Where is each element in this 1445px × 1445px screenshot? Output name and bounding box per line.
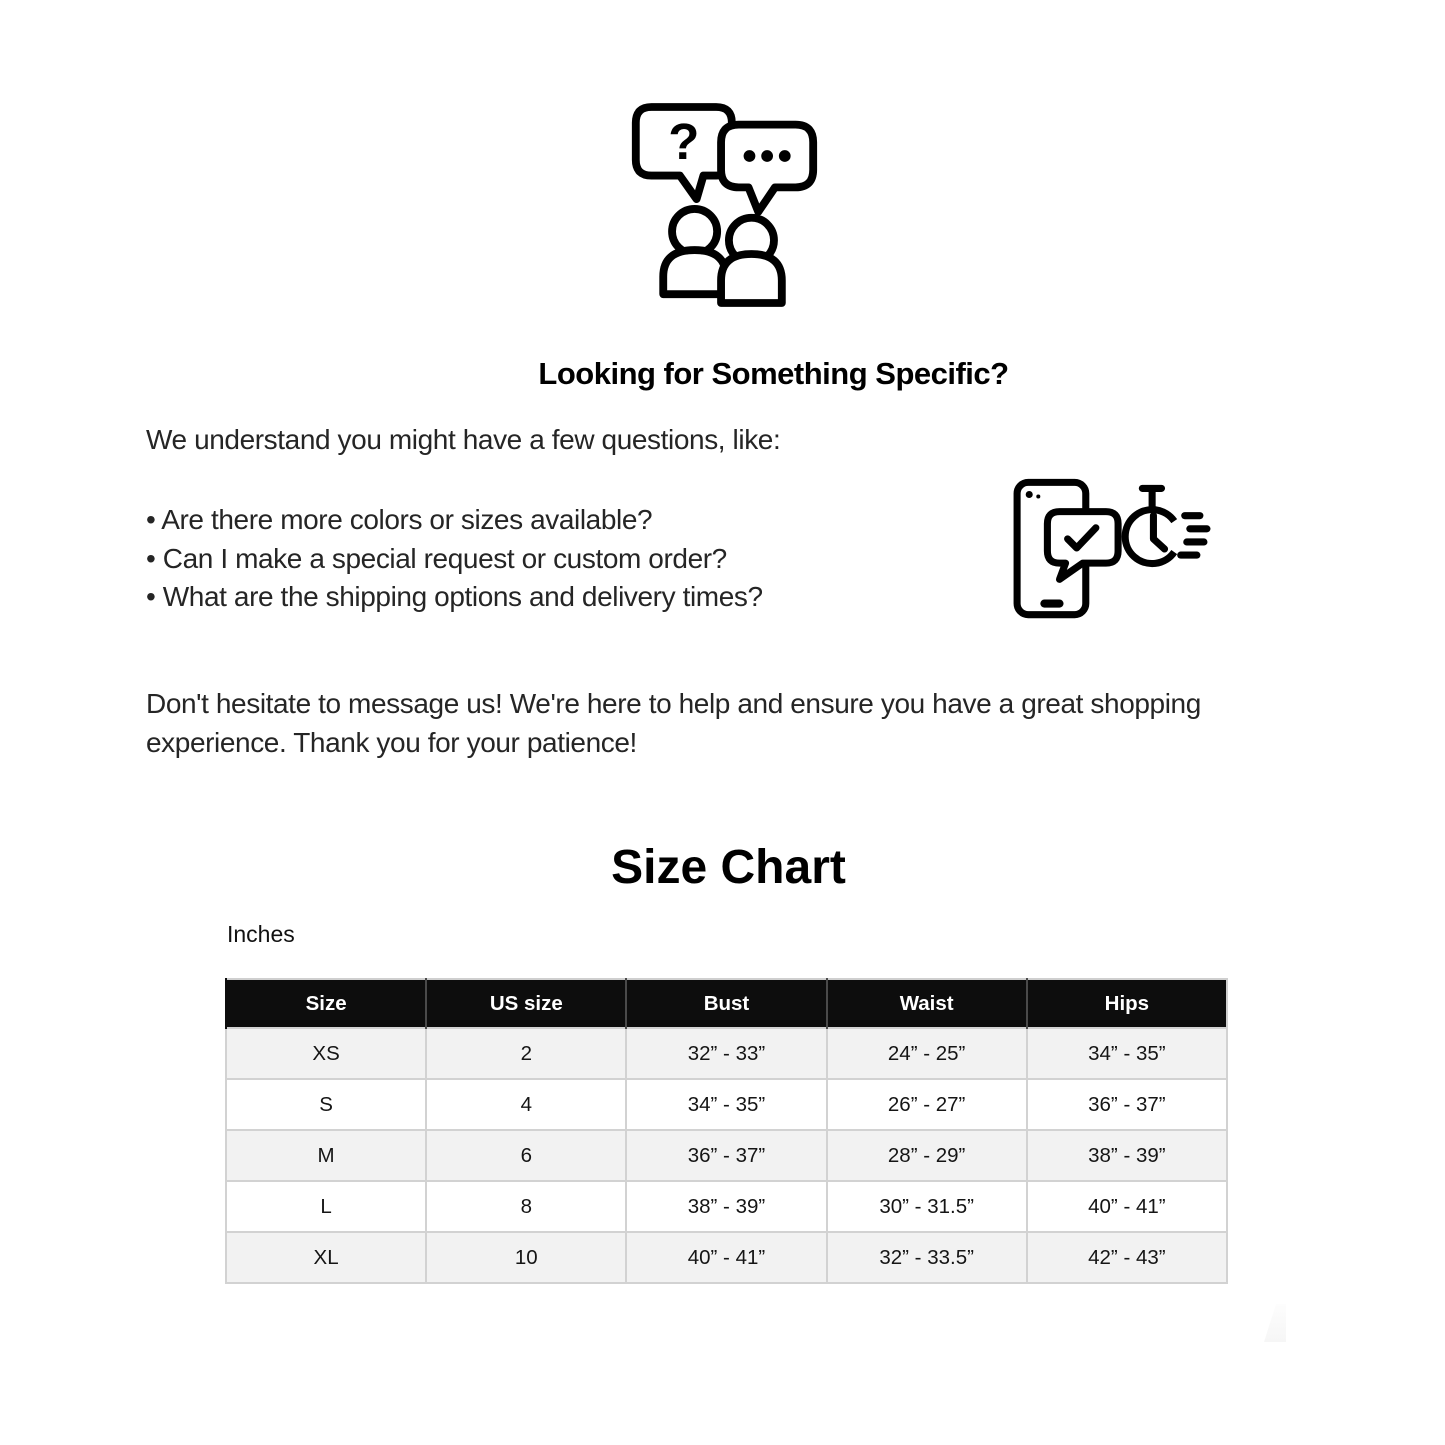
phone-camera-dot-icon: [1036, 494, 1040, 498]
cell-bust: 34” - 35”: [626, 1079, 826, 1130]
unit-label: Inches: [227, 921, 295, 947]
cell-size: XS: [226, 1028, 426, 1079]
dots-bubble-icon: [721, 125, 813, 212]
cell-hips: 42” - 43”: [1027, 1232, 1227, 1283]
cell-us-size: 6: [426, 1130, 626, 1181]
cell-bust: 40” - 41”: [626, 1232, 826, 1283]
cell-size: L: [226, 1181, 426, 1232]
dot-icon: [744, 150, 756, 162]
table-row-l: [226, 1181, 1227, 1232]
cell-size: M: [226, 1130, 426, 1181]
table-row-xs: [226, 1028, 1227, 1079]
size-chart-header-row: [226, 979, 1227, 1028]
chat-people-icon: [626, 102, 822, 308]
bullet-item: • Can I make a special request or custom order?: [146, 542, 727, 574]
cell-waist: 30” - 31.5”: [827, 1181, 1027, 1232]
stopwatch-icon: [1125, 488, 1174, 563]
cell-us-size: 2: [426, 1028, 626, 1079]
closing-paragraph: Don't hesitate to message us! We're here to help and ensure you have a great shopping experience. Thank you for your patience!: [146, 688, 1201, 758]
cell-hips: 38” - 39”: [1027, 1130, 1227, 1181]
cell-us-size: 10: [426, 1232, 626, 1283]
cell-bust: 38” - 39”: [626, 1181, 826, 1232]
dot-icon: [779, 150, 791, 162]
cell-hips: 34” - 35”: [1027, 1028, 1227, 1079]
bullet-item: • Are there more colors or sizes available?: [146, 504, 653, 535]
cell-us-size: 4: [426, 1079, 626, 1130]
column-header-hips: Hips: [1027, 979, 1227, 1028]
table-row-s: [226, 1079, 1227, 1130]
column-header-us-size: US size: [426, 979, 626, 1028]
column-header-waist: Waist: [827, 979, 1027, 1028]
phone-camera-dot-icon: [1026, 491, 1033, 498]
faint-corner-artifact: [1264, 1304, 1286, 1342]
cell-waist: 28” - 29”: [827, 1130, 1027, 1181]
person-right-body-icon: [721, 254, 782, 303]
cell-size: XL: [226, 1232, 426, 1283]
size-chart-title: Size Chart: [611, 841, 846, 894]
table-row-m: [226, 1130, 1227, 1181]
question-bullet-list: [146, 501, 763, 617]
cell-size: S: [226, 1079, 426, 1130]
section-heading: Looking for Something Specific?: [538, 356, 1009, 391]
bullet-item: • What are the shipping options and delivery times?: [146, 581, 763, 613]
chat-people-icon-svg: [626, 102, 822, 308]
table-row-xl: [226, 1232, 1227, 1283]
speed-lines-icon: [1181, 516, 1207, 555]
cell-hips: 40” - 41”: [1027, 1181, 1227, 1232]
cell-bust: 36” - 37”: [626, 1130, 826, 1181]
phone-message-stopwatch-icon: [1007, 477, 1211, 619]
column-header-bust: Bust: [626, 979, 826, 1028]
cell-waist: 24” - 25”: [827, 1028, 1027, 1079]
size-chart-table: [225, 978, 1228, 1284]
column-header-size: Size: [226, 979, 426, 1028]
dot-icon: [761, 150, 773, 162]
question-mark-glyph: ?: [668, 112, 700, 170]
lead-text: We understand you might have a few questions, like:: [146, 424, 781, 455]
cell-us-size: 8: [426, 1181, 626, 1232]
person-left-body-icon: [663, 250, 726, 294]
phone-message-stopwatch-icon-svg: [1007, 477, 1211, 619]
cell-bust: 32” - 33”: [626, 1028, 826, 1079]
cell-waist: 26” - 27”: [827, 1079, 1027, 1130]
cell-waist: 32” - 33.5”: [827, 1232, 1027, 1283]
cell-hips: 36” - 37”: [1027, 1079, 1227, 1130]
